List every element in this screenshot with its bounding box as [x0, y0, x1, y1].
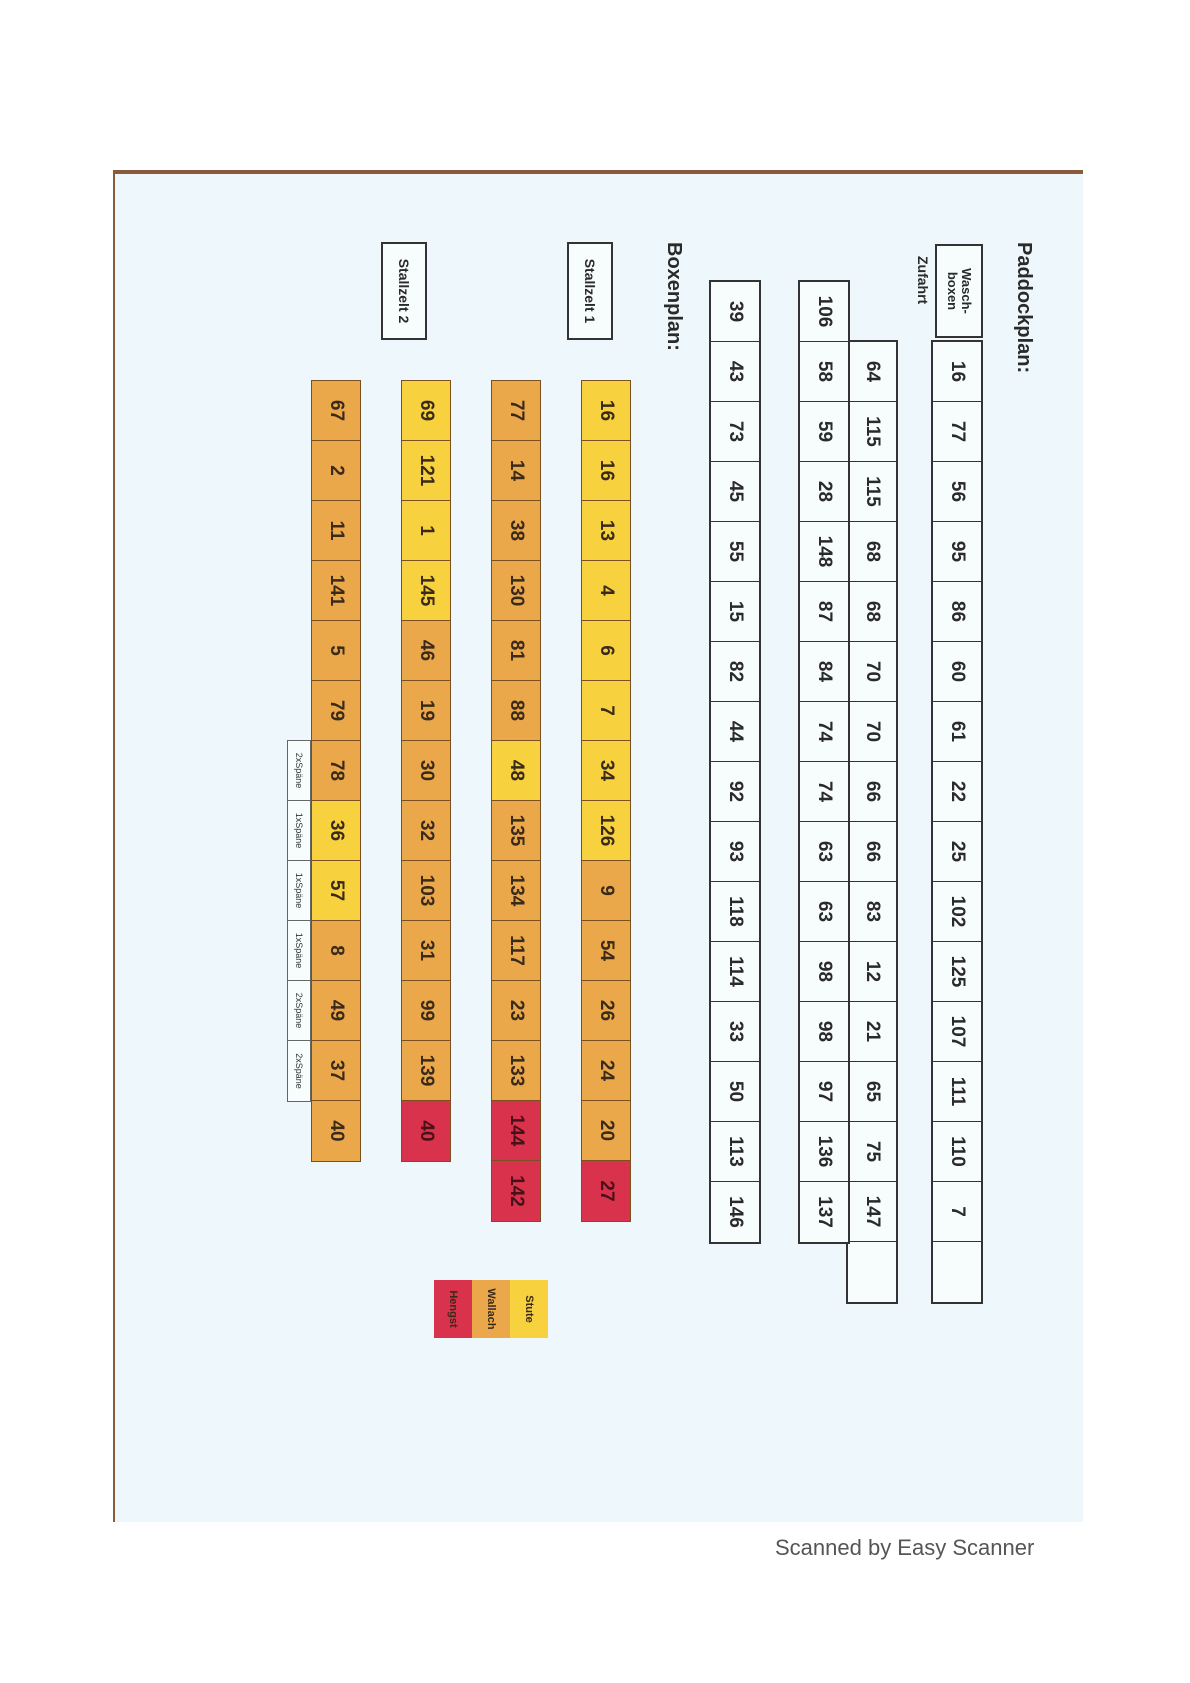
paddock-cell: 98 — [800, 1002, 848, 1062]
legend-swatch-hengst: Hengst — [434, 1280, 472, 1338]
box-cell: 46 — [402, 621, 450, 681]
paddock-cell: 86 — [933, 582, 981, 642]
paddock-cell: 60 — [933, 642, 981, 702]
scanner-footer: Scanned by Easy Scanner — [775, 1535, 1035, 1560]
box-cell: 1 — [402, 501, 450, 561]
paddock-cell: 148 — [800, 522, 848, 582]
box-cell: 57 — [312, 861, 360, 921]
box-cell: 135 — [492, 801, 540, 861]
paddock-cell: 74 — [800, 762, 848, 822]
paddock-cell: 59 — [800, 402, 848, 462]
paddock-cell: 114 — [711, 942, 759, 1002]
box-cell: 139 — [402, 1041, 450, 1101]
boxen-row-3 — [401, 380, 451, 1162]
scanned-paper — [115, 174, 1083, 1522]
paddock-cell: 106 — [800, 282, 848, 342]
paddock-cell: 115 — [848, 462, 896, 522]
paddock-cell: 125 — [933, 942, 981, 1002]
box-cell: 130 — [492, 561, 540, 621]
paddock-cell: 93 — [711, 822, 759, 882]
waschboxen-label — [935, 244, 983, 338]
box-cell: 23 — [492, 981, 540, 1041]
paddock-cell: 64 — [848, 342, 896, 402]
paddock-cell: 66 — [848, 822, 896, 882]
box-cell: 24 — [582, 1041, 630, 1101]
box-cell: 32 — [402, 801, 450, 861]
paddock-cell: 50 — [711, 1062, 759, 1122]
stallzelt-2-label: Stallzelt 2 — [381, 242, 427, 340]
box-cell: 37 — [312, 1041, 360, 1101]
box-cell: 81 — [492, 621, 540, 681]
paddock-row-2 — [846, 340, 898, 1304]
box-cell: 30 — [402, 741, 450, 801]
box-cell: 117 — [492, 921, 540, 981]
paddockplan-title: Paddockplan: — [1013, 242, 1035, 374]
box-cell: 36 — [312, 801, 360, 861]
paddock-cell: 68 — [848, 522, 896, 582]
paddock-cell: 70 — [848, 642, 896, 702]
paddock-cell: 15 — [711, 582, 759, 642]
box-cell: 79 — [312, 681, 360, 741]
box-cell: 121 — [402, 441, 450, 501]
box-cell: 77 — [492, 381, 540, 441]
spaene-cell: 1xSpäne — [288, 861, 310, 921]
waschboxen-text: Wasch- boxen — [945, 268, 974, 314]
paddock-cell: 65 — [848, 1062, 896, 1122]
box-cell: 14 — [492, 441, 540, 501]
paddock-cell: 68 — [848, 582, 896, 642]
box-cell: 34 — [582, 741, 630, 801]
paddock-cell: 146 — [725, 1196, 746, 1228]
paddock-cell: 82 — [711, 642, 759, 702]
box-cell: 19 — [402, 681, 450, 741]
paddock-row-1 — [931, 340, 983, 1304]
legend — [434, 1280, 548, 1338]
paddock-cell: 25 — [933, 822, 981, 882]
box-cell: 141 — [312, 561, 360, 621]
box-cell: 133 — [492, 1041, 540, 1101]
paddock-cell: 136 — [800, 1122, 848, 1182]
paddock-cell: 66 — [848, 762, 896, 822]
paddock-cell: 7 — [933, 1182, 981, 1242]
box-cell: 16 — [582, 441, 630, 501]
legend-swatch-stute: Stute — [510, 1280, 548, 1338]
box-cell: 27 — [582, 1161, 630, 1221]
paddock-cell: 28 — [800, 462, 848, 522]
paddock-cell — [933, 1242, 981, 1302]
paddock-cell: 39 — [711, 282, 759, 342]
zufahrt-label: Zufahrt — [915, 256, 931, 305]
spaene-cell: 1xSpäne — [288, 801, 310, 861]
paddock-cell: 95 — [933, 522, 981, 582]
paddock-cell: 58 — [800, 342, 848, 402]
paddock-cell: 75 — [848, 1122, 896, 1182]
paddock-cell: 77 — [933, 402, 981, 462]
paddock-cell: 111 — [933, 1062, 981, 1122]
rotated-sheet — [115, 174, 1083, 1522]
box-cell: 69 — [402, 381, 450, 441]
paddock-cell: 84 — [800, 642, 848, 702]
box-cell: 40 — [312, 1101, 360, 1161]
box-cell: 7 — [582, 681, 630, 741]
paddock-cell: 110 — [933, 1122, 981, 1182]
boxen-row-4 — [311, 380, 361, 1162]
box-cell: 142 — [492, 1161, 540, 1221]
paddock-cell: 73 — [711, 402, 759, 462]
box-cell: 13 — [582, 501, 630, 561]
paddock-cell: 56 — [933, 462, 981, 522]
paddock-cell: 102 — [933, 882, 981, 942]
paddock-cell: 87 — [800, 582, 848, 642]
paddock-cell: 92 — [711, 762, 759, 822]
box-cell: 4 — [582, 561, 630, 621]
paddock-row-4 — [709, 280, 761, 1244]
paddock-cell: 97 — [800, 1062, 848, 1122]
box-cell: 49 — [312, 981, 360, 1041]
paddock-cell: 113 — [711, 1122, 759, 1182]
paddock-cell: 33 — [711, 1002, 759, 1062]
box-cell: 16 — [582, 381, 630, 441]
paddock-cell: 63 — [800, 822, 848, 882]
box-cell: 126 — [582, 801, 630, 861]
box-cell: 6 — [582, 621, 630, 681]
box-cell: 20 — [582, 1101, 630, 1161]
box-cell: 9 — [582, 861, 630, 921]
spaene-row — [287, 740, 311, 1102]
box-cell: 78 — [312, 741, 360, 801]
box-cell: 145 — [402, 561, 450, 621]
boxenplan-title: Boxenplan: — [663, 242, 685, 351]
paddock-cell — [848, 1242, 896, 1302]
paddock-cell: 98 — [800, 942, 848, 1002]
box-cell: 144 — [492, 1101, 540, 1161]
legend-swatch-wallach: Wallach — [472, 1280, 510, 1338]
box-cell: 40 — [402, 1101, 450, 1161]
paddock-cell: 118 — [711, 882, 759, 942]
box-cell: 31 — [402, 921, 450, 981]
paddock-cell: 22 — [933, 762, 981, 822]
paddock-cell: 107 — [933, 1002, 981, 1062]
paddock-cell: 44 — [711, 702, 759, 762]
box-cell: 5 — [312, 621, 360, 681]
box-cell: 134 — [492, 861, 540, 921]
box-cell: 2 — [312, 441, 360, 501]
paddock-cell: 43 — [711, 342, 759, 402]
paddock-cell: 137 — [814, 1196, 835, 1228]
boxen-row-2 — [491, 380, 541, 1222]
box-cell: 99 — [402, 981, 450, 1041]
paddock-cell: 115 — [848, 402, 896, 462]
spaene-cell: 2xSpäne — [294, 1053, 304, 1089]
box-cell: 8 — [312, 921, 360, 981]
box-cell: 48 — [492, 741, 540, 801]
spaene-cell: 2xSpäne — [288, 741, 310, 801]
spaene-cell: 1xSpäne — [288, 921, 310, 981]
paddock-cell: 21 — [848, 1002, 896, 1062]
paddock-cell: 83 — [848, 882, 896, 942]
paddock-row-3 — [798, 280, 850, 1244]
paddock-cell: 74 — [800, 702, 848, 762]
box-cell: 26 — [582, 981, 630, 1041]
stallzelt-1-label: Stallzelt 1 — [567, 242, 613, 340]
box-cell: 67 — [312, 381, 360, 441]
box-cell: 54 — [582, 921, 630, 981]
paddock-cell: 61 — [933, 702, 981, 762]
spaene-cell: 2xSpäne — [288, 981, 310, 1041]
boxen-row-1 — [581, 380, 631, 1222]
paddock-cell: 63 — [800, 882, 848, 942]
paddock-cell: 45 — [711, 462, 759, 522]
box-cell: 38 — [492, 501, 540, 561]
paddock-cell: 55 — [711, 522, 759, 582]
paddock-cell: 70 — [848, 702, 896, 762]
box-cell: 103 — [402, 861, 450, 921]
paddock-cell: 147 — [848, 1182, 896, 1242]
paddock-cell: 12 — [848, 942, 896, 1002]
box-cell: 88 — [492, 681, 540, 741]
paddock-cell: 16 — [933, 342, 981, 402]
box-cell: 11 — [312, 501, 360, 561]
